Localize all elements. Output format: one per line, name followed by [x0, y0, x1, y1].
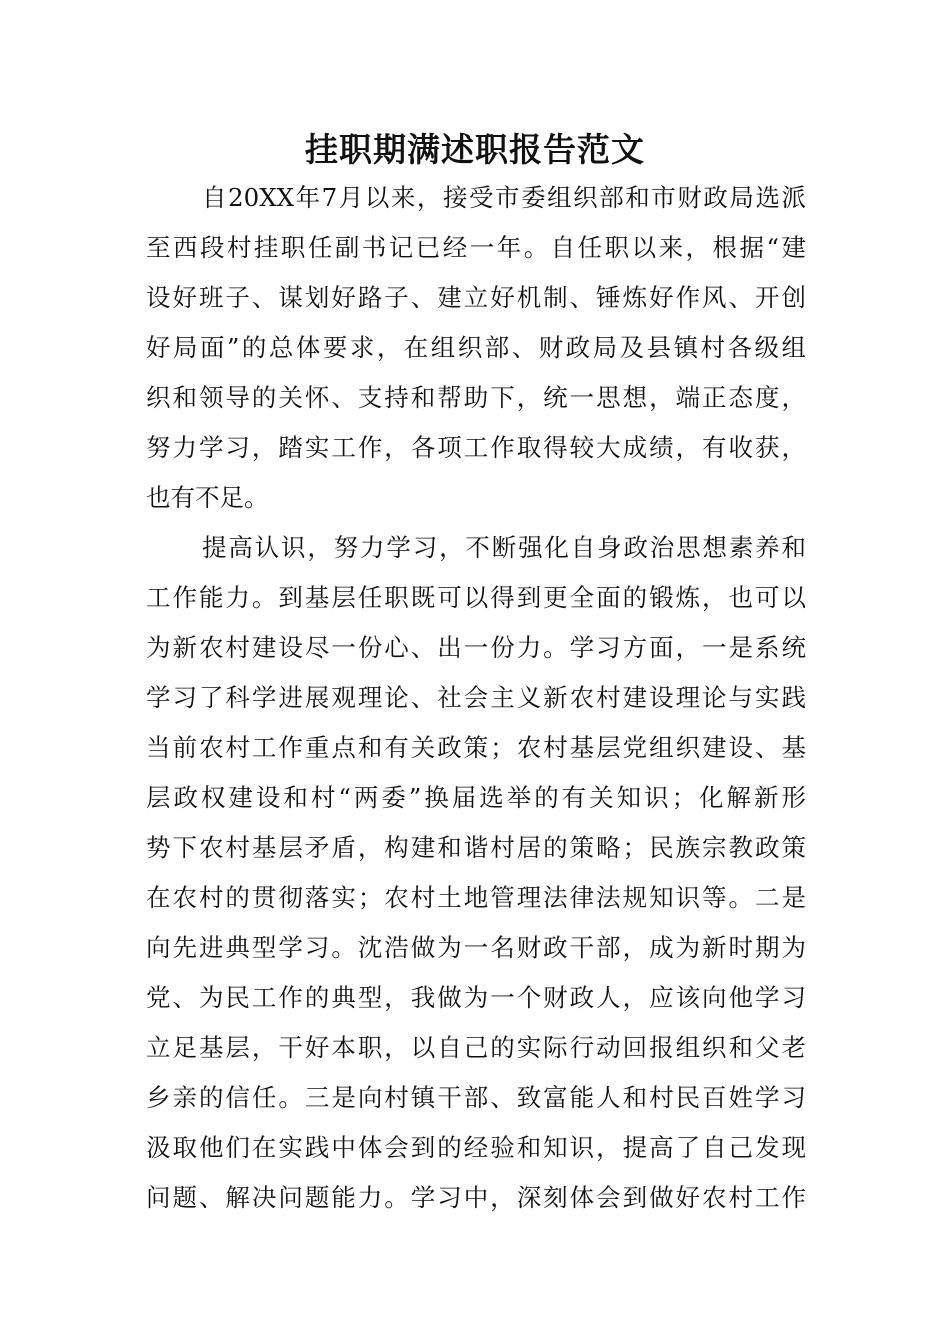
paragraph-line: 层政权建设和村“两委”换届选举的有关知识；化解新形 — [146, 783, 806, 812]
paragraph-line: 自20XX年7月以来，接受市委组织部和市财政局选派 — [202, 183, 806, 212]
paragraph-line: 好局面”的总体要求，在组织部、财政局及县镇村各级组 — [146, 333, 806, 362]
paragraph-line: 设好班子、谋划好路子、建立好机制、锤炼好作风、开创 — [146, 283, 806, 312]
paragraph-line: 势下农村基层矛盾，构建和谐村居的策略；民族宗教政策 — [146, 833, 806, 862]
paragraph-line: 汲取他们在实践中体会到的经验和知识，提高了自己发现 — [146, 1133, 806, 1162]
paragraph-line: 当前农村工作重点和有关政策；农村基层党组织建设、基 — [146, 733, 806, 762]
paragraph-line: 至西段村挂职任副书记已经一年。自任职以来，根据“建 — [146, 233, 806, 262]
paragraph-line: 提高认识，努力学习，不断强化自身政治思想素养和 — [202, 533, 806, 562]
paragraph-line: 也有不足。 — [146, 483, 269, 512]
paragraph-line: 问题、解决问题能力。学习中，深刻体会到做好农村工作 — [146, 1183, 806, 1212]
paragraph-line: 立足基层，干好本职，以自己的实际行动回报组织和父老 — [146, 1033, 806, 1062]
paragraph-line: 工作能力。到基层任职既可以得到更全面的锻炼，也可以 — [146, 583, 806, 612]
paragraph-line: 努力学习，踏实工作，各项工作取得较大成绩，有收获， — [146, 433, 806, 462]
paragraph-line: 乡亲的信任。三是向村镇干部、致富能人和村民百姓学习 — [146, 1083, 806, 1112]
paragraph-line: 学习了科学进展观理论、社会主义新农村建设理论与实践 — [146, 683, 806, 712]
paragraph-line: 织和领导的关怀、支持和帮助下，统一思想，端正态度， — [146, 383, 806, 412]
document-title: 挂职期满述职报告范文 — [305, 130, 645, 169]
paragraph-line: 党、为民工作的典型，我做为一个财政人，应该向他学习 — [146, 983, 806, 1012]
paragraph-line: 为新农村建设尽一份心、出一份力。学习方面，一是系统 — [146, 633, 806, 662]
paragraph-line: 向先进典型学习。沈浩做为一名财政干部，成为新时期为 — [146, 933, 806, 962]
paragraph-2 — [146, 523, 806, 1223]
paragraph-line: 在农村的贯彻落实；农村土地管理法律法规知识等。二是 — [146, 883, 806, 912]
paragraph-1 — [146, 173, 806, 523]
